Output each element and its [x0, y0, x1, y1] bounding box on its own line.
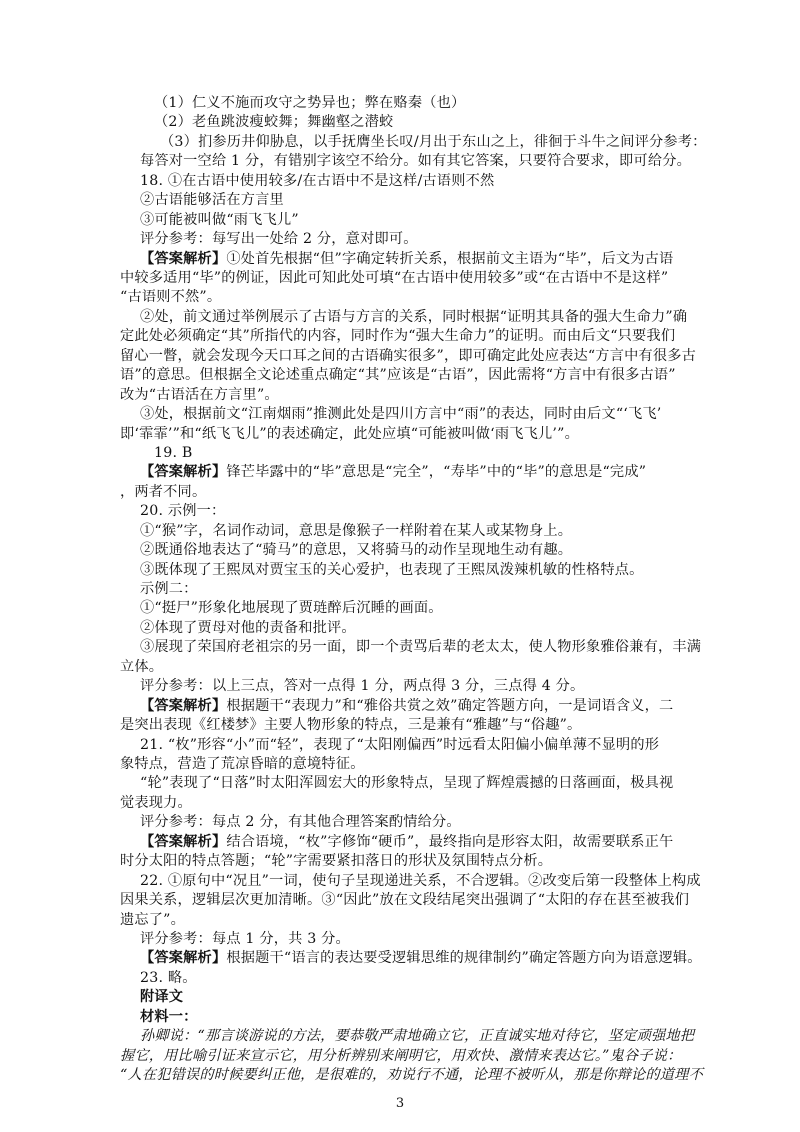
text-line: ②古语能够活在方言里 [140, 192, 284, 209]
text-line: 评分参考：每写出一处给 2 分，意对即可。 [140, 231, 418, 248]
analysis-label: 【答案解析】 [140, 250, 227, 267]
text-line: 20. 示例一： [140, 503, 226, 520]
text-line: “古语则不然”。 [120, 289, 222, 306]
text-span: 根据题干“表现力”和“雅俗共赏之效”确定答题方向，一是词语含义，二 [226, 697, 674, 714]
text-line: 因果关系，逻辑层次更加清晰。③“因此”放在文段结尾突出强调了“太阳的存在甚至被我们 [120, 892, 690, 908]
text-line: 21. “枚”形容“小”而“轻”，表现了“太阳刚偏西”时远看太阳偏小偏单薄不显明的形 [140, 736, 660, 753]
text-line: 评分参考：以上三点，答对一点得 1 分，两点得 3 分，三点得 4 分。 [140, 678, 585, 695]
text-line: “轮”表现了“日落”时太阳浑圆宏大的形象特点，呈现了辉煌震撼的日落画面，极具视 [140, 775, 674, 792]
text-span: 锋芒毕露中的“毕”意思是“完全”，“寿毕”中的“毕”的意思是“完成” [226, 464, 647, 481]
text-line: 示例二： [140, 581, 198, 597]
text-line: ②体现了贾母对他的责备和批评。 [140, 619, 356, 636]
text-line: 语”的意思。但根据全文论述重点确定“其”应该是“古语”，因此需将“方言中有很多古语” [120, 367, 676, 384]
text-span: 结合语境，“枚”字修饰“硬币”，最终指向是形容太阳，故需要联系正午 [226, 833, 674, 850]
text-span: 根据题干“语言的表达要受逻辑思维的规律制约”确定答题方向为语意逻辑。 [226, 950, 702, 967]
text-line: ，两者不同。 [120, 483, 207, 500]
text-line: 孙卿说：“那言谈游说的方法，要恭敬严肃地确立它，正直诚实地对待它，坚定顽强地把 [140, 1028, 695, 1045]
text-line: （3）扪参历井仰胁息，以手抚膺坐长叹/月出于东山之上，徘徊于斗牛之间评分参考： [160, 133, 707, 150]
text-line: 18. ①在古语中使用较多/在古语中不是这样/古语则不然 [140, 172, 495, 189]
text-line: 留心一瞥，就会发现今天口耳之间的古语确实很多”，即可确定此处应表达“方言中有很多古 [120, 347, 697, 364]
text-line: 19. B [154, 444, 193, 461]
text-line: 遗忘了”。 [120, 911, 186, 928]
text-line: ②处，前文通过举例展示了古语与方言的关系，同时根据“证明其具备的强大生命力”确 [140, 308, 688, 325]
text-line [140, 833, 673, 852]
text-line [140, 463, 646, 482]
text-line: 是突出表现《红楼梦》主要人物形象的特点，三是兼有“雅趣”与“俗趣”。 [120, 717, 582, 734]
text-line: （2）老鱼跳波瘦蛟舞；舞幽壑之潜蛟 [154, 114, 394, 131]
text-line: 定此处必须确定“其”所指代的内容，同时作为“强大生命力”的证明。而由后文“只要我们 [120, 328, 676, 345]
text-line: 握它，用比喻引证来宣示它，用分析辨别来阐明它，用欢快、激情来表达它。”鬼谷子说： [120, 1047, 682, 1064]
text-line: ①“挺尸”形象化地展现了贾琏醉后沉睡的画面。 [140, 600, 443, 617]
analysis-label: 【答案解析】 [140, 697, 227, 714]
text-line: 时分太阳的特点答题；“轮”字需要紧扣落日的形状及氛围特点分析。 [120, 853, 553, 870]
page-number: 3 [395, 1096, 405, 1111]
text-line: “人在犯错误的时候要纠正他，是很难的，劝说行不通，论理不被听从，那是你辩论的道理不 [120, 1067, 703, 1083]
text-line: 象特点，营造了荒凉昏暗的意境特征。 [120, 756, 365, 772]
text-line: ③可能被叫做“雨飞飞儿” [140, 211, 299, 228]
text-line: 23. 略。 [140, 969, 197, 986]
text-line: 22. ①原句中“况且”一词，使句子呈现递进关系，不合逻辑。②改变后第一段整体上构成 [140, 872, 701, 889]
text-span: ①处首先根据“但”字确定转折关系，根据前文主语为“毕”，后文为古语 [226, 250, 674, 267]
text-line: 中较多适用“毕”的例证，因此可知此处可填“在古语中使用较多”或“在古语中不是这样” [120, 270, 669, 286]
analysis-label: 【答案解析】 [140, 950, 227, 967]
text-line [140, 250, 673, 269]
material-heading: 材料一： [140, 1008, 198, 1025]
analysis-label: 【答案解析】 [140, 464, 227, 481]
text-line: 改为“古语活在方言里”。 [120, 386, 279, 403]
text-line: ①“猴”字，名词作动词，意思是像猴子一样附着在某人或某物身上。 [140, 522, 573, 539]
text-line: 即‘霏霏’”和“纸飞飞儿”的表述确定，此处应填“可能被叫做‘雨飞飞儿’”。 [120, 425, 579, 442]
text-line: （1）仁义不施而攻守之势异也；弊在赂秦（也） [154, 95, 466, 111]
text-line: 立体。 [120, 658, 164, 675]
translation-heading: 附译文 [140, 989, 184, 1006]
text-line: 评分参考：每点 2 分，有其他合理答案酌情给分。 [140, 814, 461, 831]
text-line: 评分参考：每点 1 分，共 3 分。 [140, 930, 350, 947]
analysis-label: 【答案解析】 [140, 833, 227, 850]
text-line: ③处，根据前文“江南烟雨”推测此处是四川方言中“雨”的表达，同时由后文“‘飞飞’ [140, 406, 662, 422]
text-line: ②既通俗地表达了“骑马”的意思，又将骑马的动作呈现地生动有趣。 [140, 542, 573, 559]
text-line: 每答对一空给 1 分，有错别字该空不给分。如有其它答案，只要符合要求，即可给分。 [140, 153, 691, 170]
text-line: ③既体现了王熙凤对贾宝玉的关心爱护，也表现了王熙凤泼辣机敏的性格特点。 [140, 561, 644, 578]
text-line: ③展现了荣国府老祖宗的另一面，即一个责骂后辈的老太太，使人物形象雅俗兼有，丰满 [140, 639, 702, 656]
text-line: 觉表现力。 [120, 794, 192, 811]
text-line [140, 697, 673, 716]
text-line [140, 949, 702, 968]
